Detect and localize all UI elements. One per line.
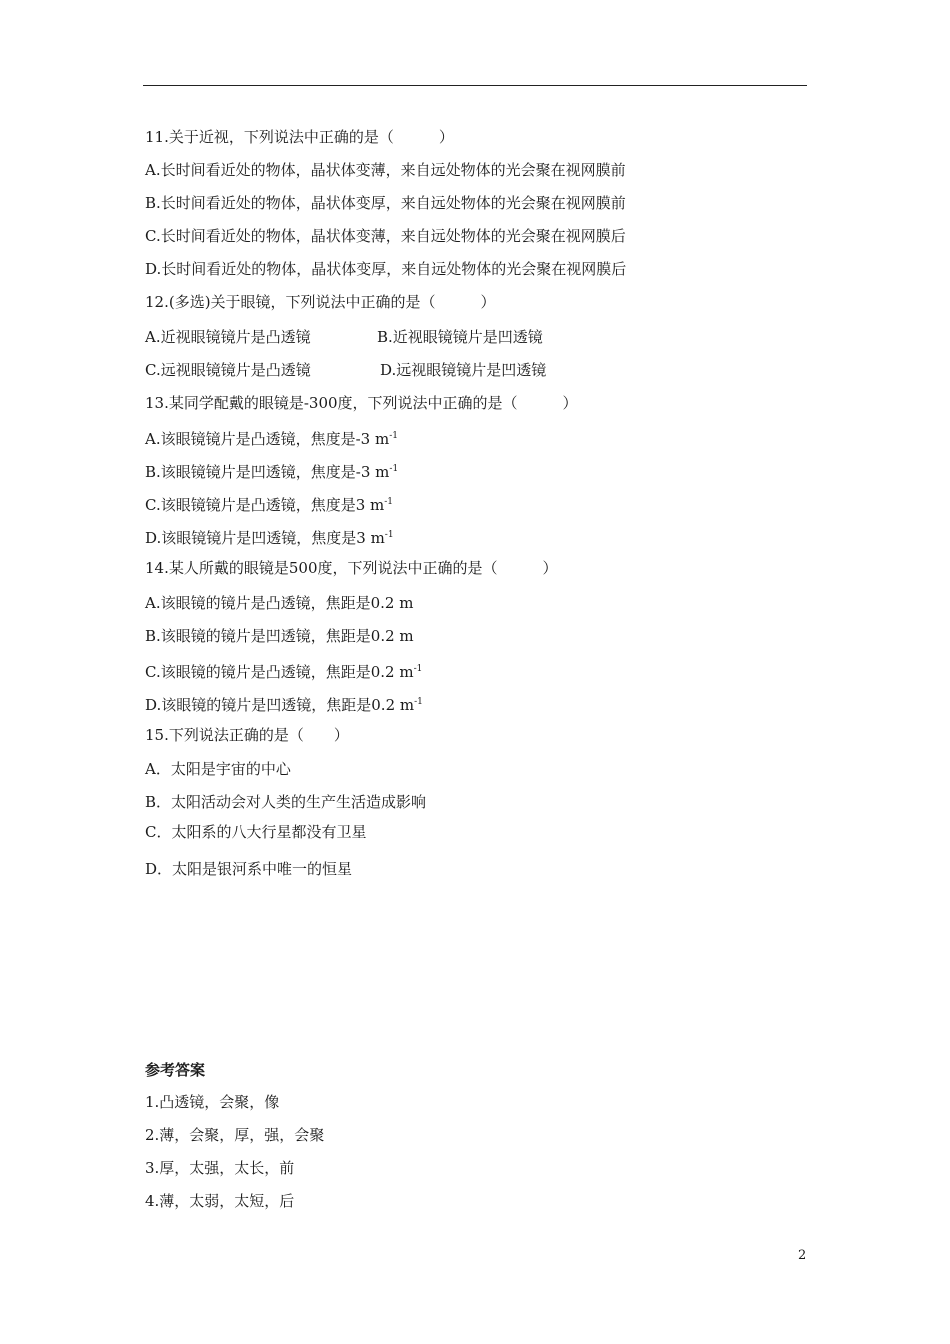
header-rule xyxy=(143,85,807,86)
question-13-option-a xyxy=(145,426,398,449)
question-14-option-b: B.该眼镜的镜片是凹透镜，焦距是0.2 m xyxy=(145,627,414,645)
question-14-stem: 14.某人所戴的眼镜是500度，下列说法中正确的是（ ） xyxy=(145,559,558,577)
answer-item: 3.厚，太强，太长，前 xyxy=(145,1159,295,1177)
question-15-option-a: A．太阳是宇宙的中心 xyxy=(145,760,291,778)
page-number: 2 xyxy=(798,1248,807,1263)
unit-superscript: -1 xyxy=(389,464,399,474)
question-11-option-c: C.长时间看近处的物体，晶状体变薄，来自远处物体的光会聚在视网膜后 xyxy=(145,227,626,245)
question-12-option-c: C.远视眼镜镜片是凸透镜 xyxy=(145,361,311,379)
question-12-options-row-2 xyxy=(145,360,546,380)
question-12-option-d: D.远视眼镜镜片是凹透镜 xyxy=(380,361,547,379)
question-15-option-d: D．太阳是银河系中唯一的恒星 xyxy=(145,860,353,878)
question-11-stem: 11.关于近视，下列说法中正确的是（ ） xyxy=(145,128,454,146)
option-text: D.该眼镜的镜片是凹透镜，焦距是0.2 m xyxy=(145,696,415,714)
unit-superscript: -1 xyxy=(389,431,398,441)
question-15-option-b: B．太阳活动会对人类的生产生活造成影响 xyxy=(145,793,427,811)
question-14-option-c xyxy=(145,659,422,682)
option-text: C.该眼镜镜片是凸透镜，焦度是3 m xyxy=(145,496,385,514)
option-text: B.该眼镜镜片是凹透镜，焦度是-3 m xyxy=(145,463,390,481)
answer-item: 1.凸透镜，会聚，像 xyxy=(145,1093,280,1111)
question-12-option-a: A.近视眼镜镜片是凸透镜 xyxy=(145,328,311,346)
question-12-option-b: B.近视眼镜镜片是凹透镜 xyxy=(377,328,543,346)
answer-item: 2.薄，会聚，厚，强，会聚 xyxy=(145,1126,325,1144)
answer-item: 4.薄，太弱，太短，后 xyxy=(145,1192,295,1210)
question-12-options-row-1 xyxy=(145,327,543,347)
question-11-option-a: A.长时间看近处的物体，晶状体变薄，来自远处物体的光会聚在视网膜前 xyxy=(145,161,626,179)
unit-superscript: -1 xyxy=(384,530,394,540)
question-11-option-b: B.长时间看近处的物体，晶状体变厚，来自远处物体的光会聚在视网膜前 xyxy=(145,194,626,212)
question-13-option-d xyxy=(145,525,394,548)
unit-superscript: -1 xyxy=(414,697,423,707)
question-14-option-a: A.该眼镜的镜片是凸透镜，焦距是0.2 m xyxy=(145,594,414,612)
unit-superscript: -1 xyxy=(413,664,423,674)
option-text: C.该眼镜的镜片是凸透镜，焦距是0.2 m xyxy=(145,663,414,681)
unit-superscript: -1 xyxy=(384,497,394,507)
question-15-stem: 15.下列说法正确的是（ ） xyxy=(145,726,349,744)
question-13-option-b xyxy=(145,459,398,482)
option-text: D.该眼镜镜片是凹透镜，焦度是3 m xyxy=(145,529,385,547)
question-13-option-c xyxy=(145,492,393,515)
question-12-stem: 12.(多选)关于眼镜，下列说法中正确的是（ ） xyxy=(145,293,496,311)
answers-heading: 参考答案 xyxy=(145,1061,206,1079)
question-11-option-d: D.长时间看近处的物体，晶状体变厚，来自远处物体的光会聚在视网膜后 xyxy=(145,260,627,278)
option-text: A.该眼镜镜片是凸透镜，焦度是-3 m xyxy=(145,430,390,448)
question-14-option-d xyxy=(145,692,423,715)
question-13-stem: 13.某同学配戴的眼镜是-300度，下列说法中正确的是（ ） xyxy=(145,394,578,412)
question-15-option-c: C．太阳系的八大行星都没有卫星 xyxy=(145,823,367,841)
